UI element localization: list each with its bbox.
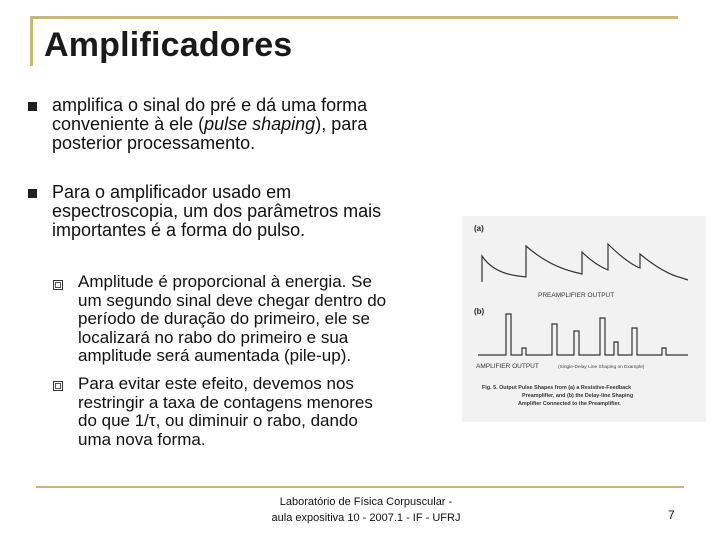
subbullet-1-line-1: Amplitude é proporcional à energia. Se (78, 272, 372, 291)
pulse-shapes-svg (462, 216, 706, 422)
figure-caption-line-1: Fig. 5. Output Pulse Shapes from (a) a Resistive-Feedback (482, 385, 632, 391)
footer-line-2: aula expositiva 10 - 2007.1 - IF - UFRJ (271, 512, 461, 524)
subbullet-1-line-2: um segundo sinal deve chegar dentro do (78, 290, 387, 310)
page-number: 7 (668, 508, 675, 522)
figure-caption-line-2: Preamplifier, and (b) the Delay-line Shaping (522, 393, 634, 399)
bullet-2-text (52, 183, 381, 240)
subbullet-2-line-1: Para evitar este efeito, devemos nos (78, 374, 354, 393)
footer-line-1: Laboratório de Física Corpuscular - (279, 496, 453, 508)
label-a: (a) (474, 224, 484, 233)
bullet-2-line-1: Para o amplificador usado em (52, 182, 292, 202)
subbullet-2-line-3: do que 1/τ, ou diminuir o rabo, dando (78, 411, 358, 430)
bullet-1-text (52, 96, 367, 153)
subbullet-2-line-4: uma nova forma. (78, 429, 206, 449)
bullet-marker (28, 189, 37, 198)
bullet-1-line-2: conveniente à ele (pulse shaping), para (52, 114, 368, 134)
footer-divider (36, 486, 684, 488)
title-frame-top-line (30, 16, 678, 19)
bullet-2-line-3: importantes é a forma do pulso. (52, 220, 306, 240)
amplifier-output-trace (478, 314, 688, 355)
subbullet-1-text (78, 273, 386, 366)
subbullet-1-line-3: período de duração do primeiro, ele se (78, 309, 371, 328)
amplifier-output-label: AMPLIFIER OUTPUT (476, 363, 539, 370)
bullet-1-italic: pulse shaping (204, 114, 316, 134)
amplifier-output-note: (Single-Delay Line Shaping on Example) (558, 365, 645, 370)
label-b: (b) (474, 307, 485, 316)
bullet-1-line-3: posterior processamento. (52, 133, 256, 153)
subbullet-1-line-5: amplitude será aumentada (pile-up). (78, 346, 352, 365)
title-frame-left-line (30, 16, 33, 66)
pulse-shapes-figure (462, 216, 706, 422)
preamp-output-trace (482, 244, 688, 282)
footer-text (236, 494, 496, 526)
subbullet-2-line-2: restringir a taxa de contagens menores (78, 392, 373, 412)
subbullet-marker (53, 381, 63, 391)
bullet-2-line-2: espectroscopia, um dos parâmetros mais (52, 201, 382, 221)
subbullet-marker (53, 280, 63, 290)
preamp-output-label: PREAMPLIFIER OUTPUT (538, 292, 615, 299)
subbullet-1-line-4: localizará no rabo do primeiro e sua (78, 327, 349, 347)
bullet-marker (28, 102, 37, 111)
subbullet-2-text (78, 375, 373, 449)
slide-title: Amplificadores (44, 26, 293, 64)
bullet-1-line-1: amplifica o sinal do pré e dá uma forma (52, 95, 368, 115)
figure-caption-line-3: Amplifier Connected to the Preamplifier. (518, 401, 621, 407)
